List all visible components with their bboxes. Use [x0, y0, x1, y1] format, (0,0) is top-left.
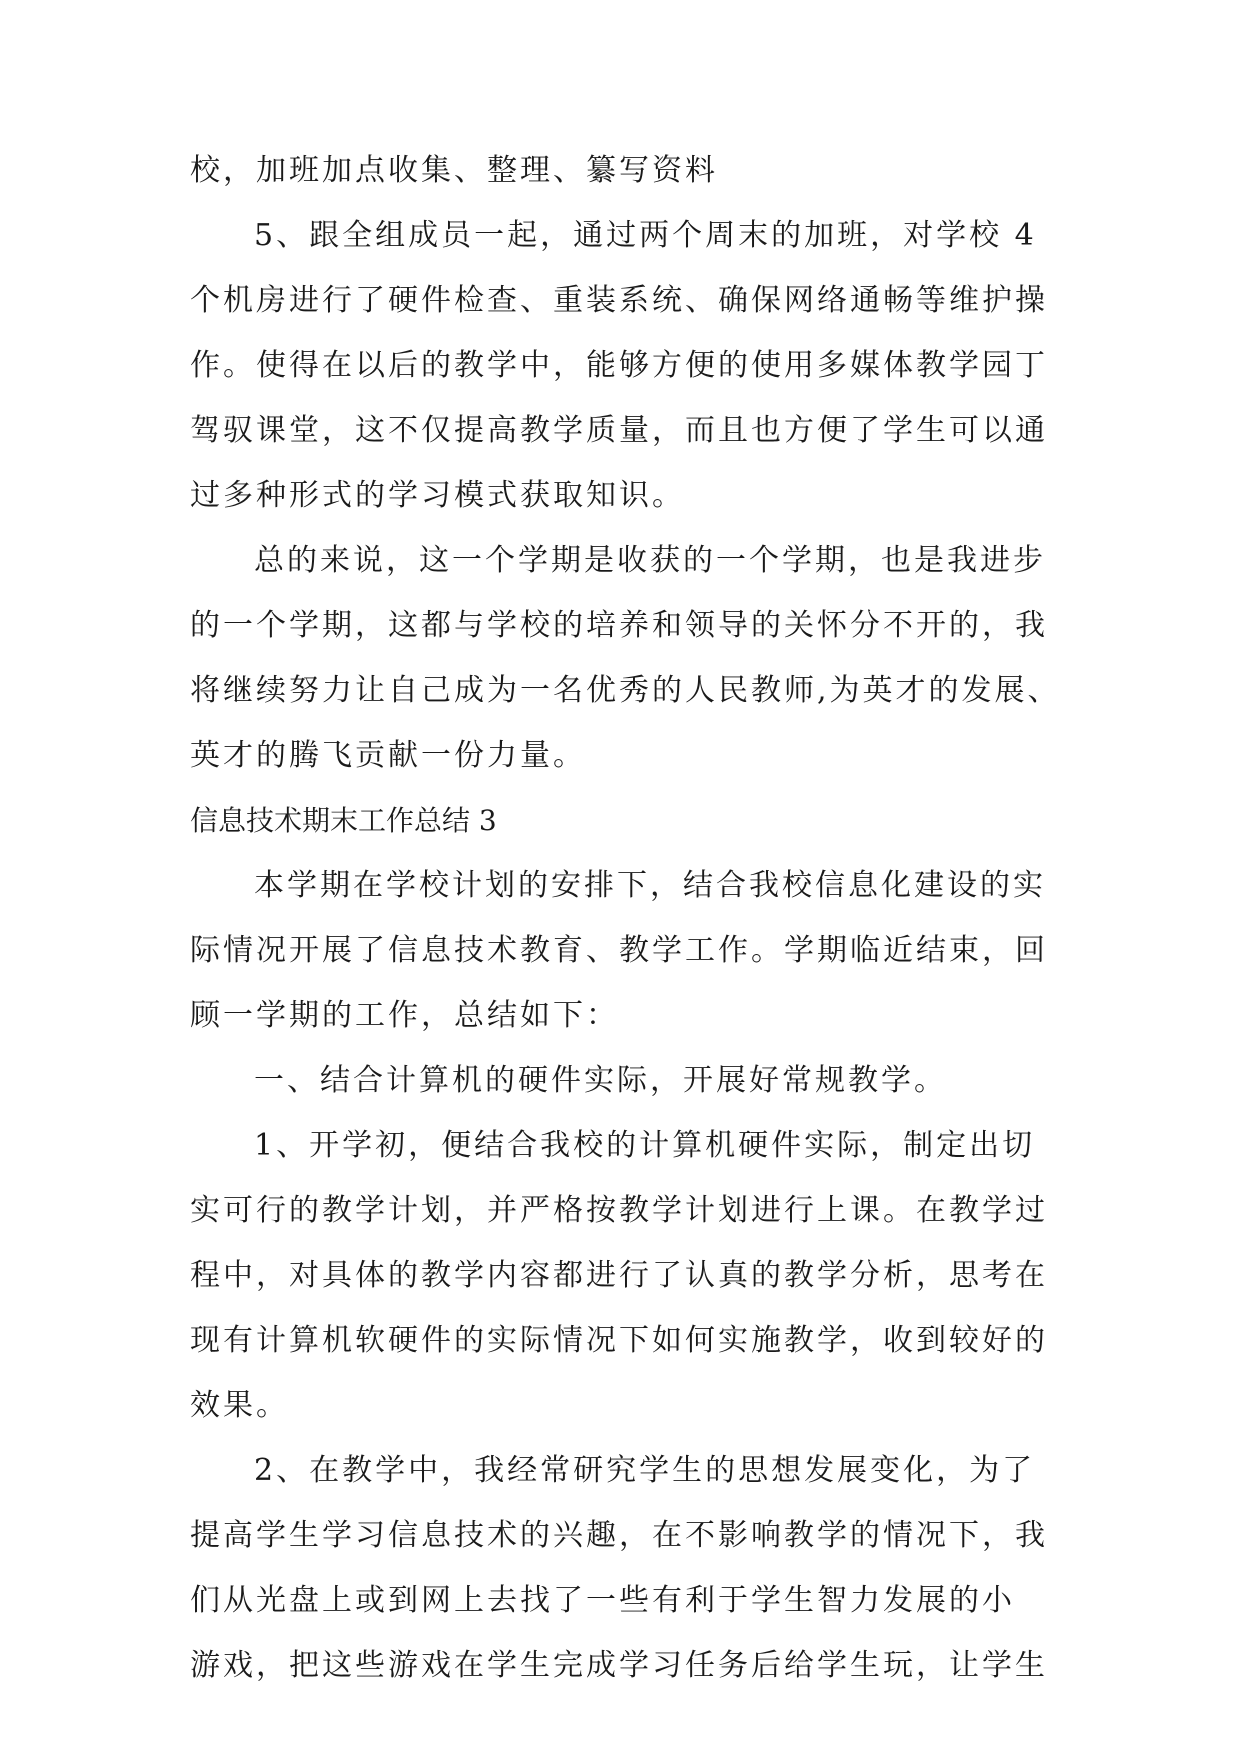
- text-line: 际情况开展了信息技术教育、教学工作。学期临近结束，回: [190, 933, 1048, 968]
- text-line: 程中，对具体的教学内容都进行了认真的教学分析，思考在: [190, 1258, 1048, 1293]
- text-line: 一、结合计算机的硬件实际，开展好常规教学。: [254, 1063, 947, 1098]
- text-line: 提高学生学习信息技术的兴趣，在不影响教学的情况下，我: [190, 1518, 1048, 1553]
- text-line: 将继续努力让自己成为一名优秀的人民教师,为英才的发展、: [190, 673, 1061, 708]
- text-line: 效果。: [190, 1388, 289, 1423]
- text-line: 们从光盘上或到网上去找了一些有利于学生智力发展的小: [190, 1583, 1015, 1618]
- text-line: 过多种形式的学习模式获取知识。: [190, 478, 685, 513]
- text-line: 的一个学期，这都与学校的培养和领导的关怀分不开的，我: [190, 608, 1048, 643]
- text-line: 校，加班加点收集、整理、纂写资料: [190, 153, 718, 188]
- text-line: 个机房进行了硬件检查、重装系统、确保网络通畅等维护操: [190, 283, 1048, 318]
- text-line: 本学期在学校计划的安排下，结合我校信息化建设的实: [254, 868, 1046, 903]
- text-line: 5、跟全组成员一起，通过两个周末的加班，对学校 4: [254, 218, 1037, 253]
- text-line: 驾驭课堂，这不仅提高教学质量，而且也方便了学生可以通: [190, 413, 1048, 448]
- section-heading: 信息技术期末工作总结 3: [190, 804, 497, 837]
- text-line: 顾一学期的工作，总结如下：: [190, 998, 619, 1033]
- text-line: 英才的腾飞贡献一份力量。: [190, 738, 586, 773]
- text-line: 2、在教学中，我经常研究学生的思想发展变化，为了: [254, 1453, 1036, 1488]
- text-line: 游戏，把这些游戏在学生完成学习任务后给学生玩，让学生: [190, 1648, 1048, 1683]
- text-line: 现有计算机软硬件的实际情况下如何实施教学，收到较好的: [190, 1323, 1048, 1358]
- text-line: 实可行的教学计划，并严格按教学计划进行上课。在教学过: [190, 1193, 1048, 1228]
- text-line: 总的来说，这一个学期是收获的一个学期，也是我进步: [254, 543, 1046, 578]
- text-line: 作。使得在以后的教学中，能够方便的使用多媒体教学园丁: [190, 348, 1048, 383]
- text-line: 1、开学初，便结合我校的计算机硬件实际，制定出切: [254, 1128, 1036, 1163]
